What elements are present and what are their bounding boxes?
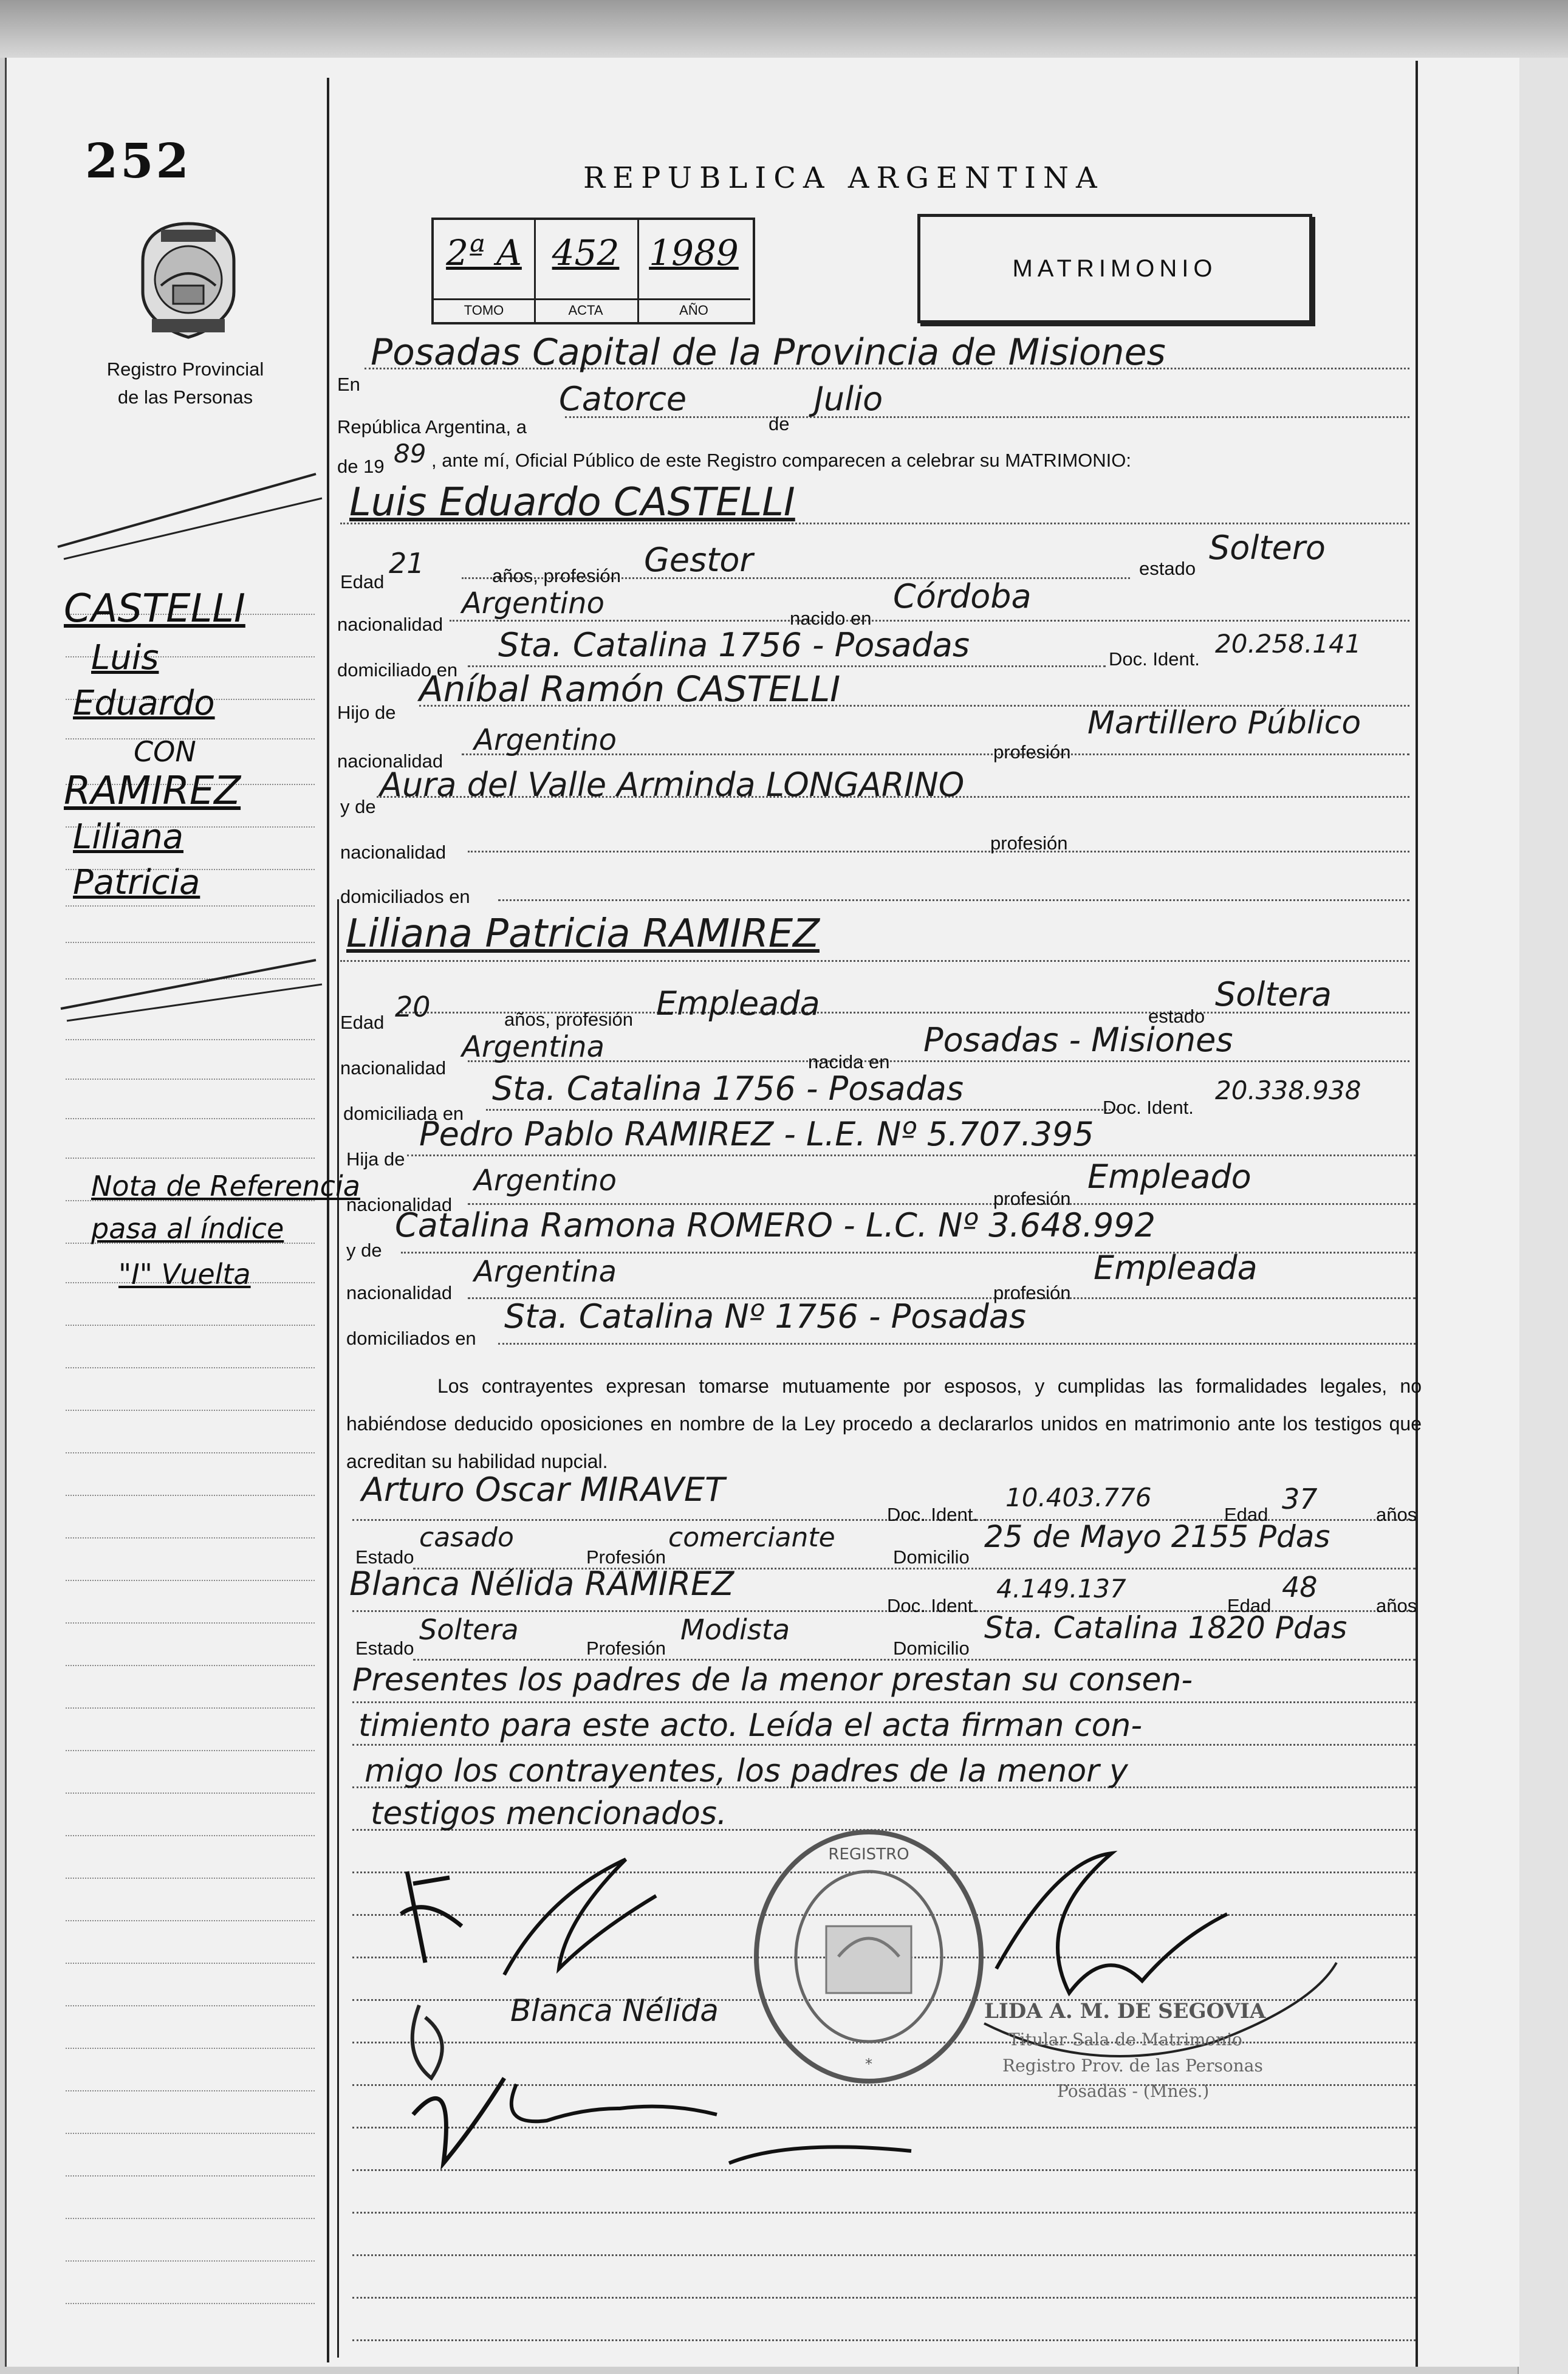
declaration-text: Los contrayentes expresan tomarse mutuamente por esposos, y cumplidas las formalidades legales, no habiéndose deducido oposiciones en nombre de la Ley procedo a declararlos unidos en matrimonio ante los testigos que acreditan su habilidad nupcial.	[346, 1375, 1422, 1472]
margin-note-1: Nota de Referencia	[91, 1170, 360, 1202]
official-city: Posadas - (Mnes.)	[1057, 2081, 1210, 2101]
label-de: de	[769, 413, 790, 434]
groom-estado: Soltero	[1209, 529, 1326, 567]
bride-padre: Pedro Pablo RAMIREZ - L.E. Nº 5.707.395	[419, 1115, 1094, 1153]
label-ante-mi: , ante mí, Oficial Público de este Registro comparecen a celebrar su MATRIMONIO:	[431, 450, 1132, 471]
groom-domicilio: Sta. Catalina 1756 - Posadas	[498, 626, 970, 664]
label-domicilio-w1: Domicilio	[893, 1546, 970, 1568]
notes-line-1: Presentes los padres de la menor prestan su consen-	[352, 1662, 1193, 1698]
acta-label: ACTA	[534, 298, 637, 318]
label-de-19: de 19	[337, 456, 385, 477]
label-profesion-groom-madre: profesión	[990, 832, 1068, 854]
witness1-domicilio: 25 de Mayo 2155 Pdas	[984, 1519, 1330, 1554]
label-estado-bride: estado	[1148, 1006, 1205, 1027]
witness1-doc: 10.403.776	[1005, 1483, 1152, 1512]
margin-con: CON	[134, 735, 196, 768]
label-domiciliados-en-bride: domiciliados en	[346, 1328, 476, 1349]
label-y-de-bride: y de	[346, 1240, 382, 1261]
label-nacido-en: nacido en	[790, 608, 872, 629]
groom-profesion: Gestor	[644, 541, 753, 579]
top-strip	[0, 0, 1568, 58]
label-estado-groom: estado	[1139, 558, 1196, 579]
label-doc-ident-w2: Doc. Ident.	[887, 1595, 978, 1616]
value-anio: 89	[394, 439, 426, 468]
witness-signature: Blanca Nélida	[510, 1993, 719, 2028]
label-edad-groom: Edad	[340, 571, 385, 592]
label-doc-ident-w1: Doc. Ident.	[887, 1504, 978, 1525]
witness2-name: Blanca Nélida RAMIREZ	[349, 1565, 734, 1603]
witness1-profesion: comerciante	[668, 1522, 835, 1553]
official-office: Registro Prov. de las Personas	[1002, 2056, 1263, 2076]
value-dia: Catorce	[559, 380, 687, 418]
svg-text:REGISTRO: REGISTRO	[828, 1845, 909, 1864]
groom-edad: 21	[389, 547, 425, 580]
page-number: 252	[85, 134, 191, 189]
registry-line-1: Registro Provincial	[106, 359, 264, 380]
label-domiciliado-en: domiciliado en	[337, 659, 458, 681]
label-edad-w1: Edad	[1224, 1504, 1268, 1525]
value-lugar: Posadas Capital de la Provincia de Misiones	[371, 331, 1166, 374]
label-doc-ident-bride: Doc. Ident.	[1103, 1097, 1194, 1118]
bride-domiciliados: Sta. Catalina Nº 1756 - Posadas	[504, 1297, 1026, 1336]
label-nacionalidad-bride-madre: nacionalidad	[346, 1282, 453, 1303]
svg-text:*: *	[865, 2056, 872, 2073]
witness2-doc: 4.149.137	[996, 1574, 1126, 1604]
ano-cell	[637, 220, 750, 322]
witness2-profesion: Modista	[680, 1613, 790, 1646]
bride-madre-nacionalidad: Argentina	[474, 1255, 617, 1289]
bride-padre-profesion: Empleado	[1087, 1158, 1251, 1196]
tomo-value: 2ª A	[446, 232, 522, 273]
margin-bride-surname: RAMIREZ	[64, 769, 241, 814]
registry-name	[82, 355, 289, 411]
margin-bride-name-2: Patricia	[73, 863, 200, 902]
groom-padre-profesion: Martillero Público	[1087, 705, 1361, 741]
margin-groom-surname: CASTELLI	[64, 586, 245, 631]
label-edad-w2: Edad	[1227, 1595, 1272, 1616]
witness1-estado: casado	[419, 1522, 514, 1553]
label-doc-ident-groom: Doc. Ident.	[1109, 648, 1200, 670]
label-anos-w1: años	[1376, 1504, 1417, 1525]
ano-value: 1989	[649, 232, 739, 273]
bride-domicilio: Sta. Catalina 1756 - Posadas	[492, 1069, 964, 1108]
tomo-cell	[434, 220, 536, 322]
margin-groom-name-1: Luis	[91, 638, 159, 678]
province-crest-icon	[137, 219, 240, 340]
groom-padre: Aníbal Ramón CASTELLI	[419, 668, 841, 710]
witness1-edad: 37	[1282, 1483, 1318, 1515]
witness2-estado: Soltera	[419, 1613, 519, 1646]
bride-madre-profesion: Empleada	[1094, 1249, 1258, 1287]
label-domiciliada-en: domiciliada en	[343, 1103, 464, 1124]
groom-nacido-en: Córdoba	[893, 577, 1032, 616]
margin-bride-name-1: Liliana	[73, 817, 183, 857]
label-anos-profesion-bride: años, profesión	[504, 1009, 633, 1030]
bride-profesion: Empleada	[656, 984, 820, 1023]
record-type-box: MATRIMONIO	[917, 214, 1312, 323]
bride-madre: Catalina Ramona ROMERO - L.C. Nº 3.648.992	[395, 1206, 1155, 1244]
bride-name: Liliana Patricia RAMIREZ	[346, 911, 820, 956]
label-nacionalidad-bride: nacionalidad	[340, 1057, 447, 1079]
label-nacionalidad-bride-padre: nacionalidad	[346, 1194, 453, 1215]
label-hija-de: Hija de	[346, 1148, 405, 1170]
official-title: Titular Sala de Matrimonio	[1008, 2029, 1242, 2050]
label-republica: República Argentina, a	[337, 416, 527, 437]
notes-line-4: testigos mencionados.	[371, 1796, 727, 1832]
label-profesion-bride-padre: profesión	[993, 1188, 1071, 1209]
ano-label: AÑO	[637, 298, 750, 318]
groom-padre-nacionalidad: Argentino	[474, 723, 617, 757]
tomo-acta-ano-box	[431, 218, 755, 324]
groom-nacionalidad: Argentino	[462, 586, 604, 620]
label-profesion-bride-madre: profesión	[993, 1282, 1071, 1303]
notes-line-3: migo los contrayentes, los padres de la menor y	[365, 1753, 1128, 1789]
witness2-domicilio: Sta. Catalina 1820 Pdas	[984, 1610, 1347, 1645]
label-edad-bride: Edad	[340, 1012, 385, 1033]
label-estado-w1: Estado	[355, 1546, 414, 1568]
bride-nacida-en: Posadas - Misiones	[923, 1021, 1233, 1059]
official-name: LIDA A. M. DE SEGOVIA	[984, 1999, 1266, 2023]
tomo-label: TOMO	[434, 298, 534, 318]
label-profesion-groom-padre: profesión	[993, 741, 1071, 763]
right-border-line	[1416, 61, 1418, 2367]
label-anos-profesion-groom: años, profesión	[492, 565, 621, 586]
label-nacionalidad-groom: nacionalidad	[337, 614, 443, 635]
label-domiciliados-en-groom: domiciliados en	[340, 886, 470, 907]
label-en: En	[337, 374, 360, 395]
margin-divider	[327, 78, 329, 2362]
label-anos-w2: años	[1376, 1595, 1417, 1616]
value-mes: Julio	[814, 380, 883, 418]
margin-note-3: "I" Vuelta	[118, 1258, 251, 1291]
label-y-de-groom: y de	[340, 796, 376, 817]
label-profesion-w1: Profesión	[586, 1546, 666, 1568]
witness1-name: Arturo Oscar MIRAVET	[361, 1470, 725, 1509]
groom-madre: Aura del Valle Arminda LONGARINO	[380, 766, 965, 804]
notes-line-2: timiento para este acto. Leída el acta firman con-	[358, 1707, 1143, 1744]
witness2-edad: 48	[1282, 1571, 1318, 1604]
acta-cell	[534, 220, 639, 322]
registry-line-2: de las Personas	[117, 386, 253, 408]
label-estado-w2: Estado	[355, 1638, 414, 1659]
label-profesion-w2: Profesión	[586, 1638, 666, 1659]
label-nacida-en: nacida en	[808, 1051, 890, 1072]
country-heading: REPUBLICA ARGENTINA	[583, 161, 1104, 195]
label-hijo-de: Hijo de	[337, 702, 396, 723]
bride-estado: Soltera	[1215, 975, 1332, 1014]
bride-doc: 20.338.938	[1215, 1076, 1361, 1105]
groom-name: Luis Eduardo CASTELLI	[349, 480, 795, 525]
margin-groom-name-2: Eduardo	[73, 684, 215, 723]
label-nacionalidad-groom-madre: nacionalidad	[340, 842, 447, 863]
bride-nacionalidad: Argentina	[462, 1030, 604, 1064]
label-domicilio-w2: Domicilio	[893, 1638, 970, 1659]
adjacent-page-edge	[1518, 58, 1568, 2374]
body-rule-left	[337, 899, 339, 2358]
groom-doc: 20.258.141	[1215, 629, 1361, 659]
margin-note-2: pasa al índice	[91, 1212, 284, 1245]
label-nacionalidad-groom-padre: nacionalidad	[337, 750, 443, 772]
bride-edad: 20	[395, 990, 431, 1023]
acta-value: 452	[552, 232, 620, 273]
bride-padre-nacionalidad: Argentino	[474, 1164, 617, 1198]
